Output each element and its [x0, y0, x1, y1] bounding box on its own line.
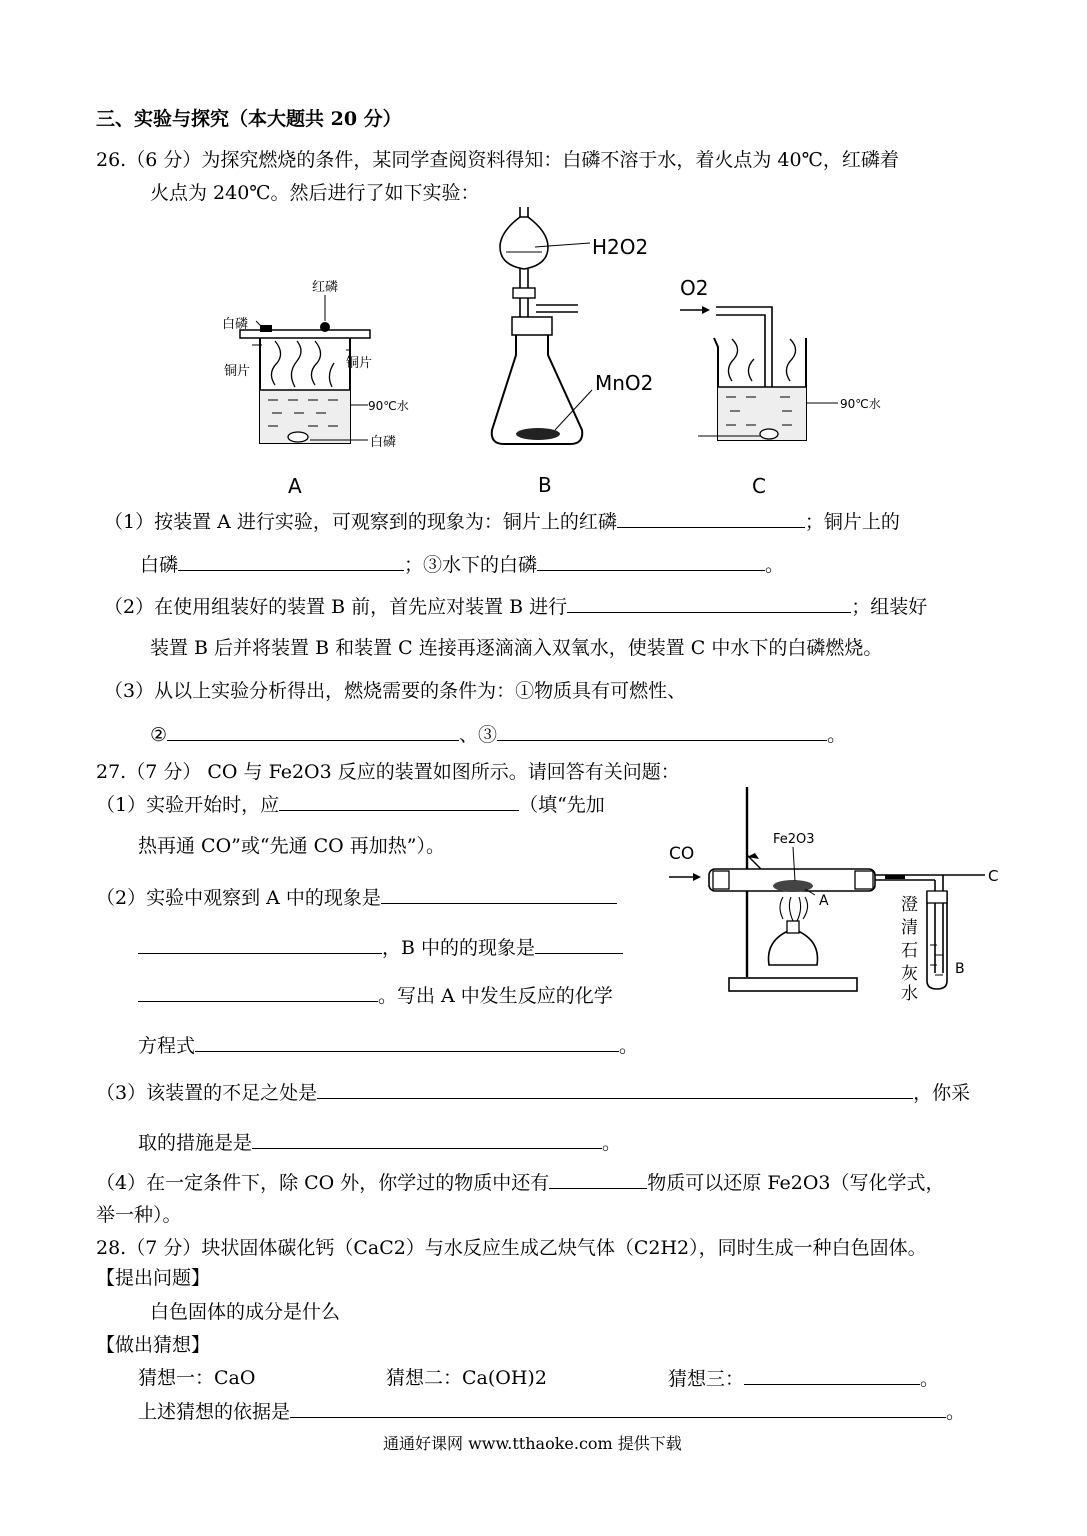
label-b: B — [955, 961, 965, 977]
label-hot-water-c: 90℃水 — [840, 397, 881, 411]
apparatus-a-figure — [220, 275, 409, 500]
label-a: A — [819, 893, 829, 909]
q26-part1-text-e: 。 — [765, 554, 785, 576]
q26-part3-text-d: 。 — [827, 724, 847, 746]
label-o2: O2 — [680, 276, 709, 300]
page-footer: 通通好课网 www.tthaoke.com 提供下载 — [383, 1434, 682, 1453]
q28-guess-three-end: 。 — [920, 1368, 940, 1390]
q26-part2-line2: 装置 B 后并将装置 B 和装置 C 连接再逐滴滴入双氧水，使装置 C 中水下的白磷燃烧。 — [150, 637, 883, 659]
label-hot-water: 90℃水 — [368, 399, 409, 413]
q27-b-phenomenon-blank[interactable] — [535, 935, 623, 954]
q27-part4-text: （4）在一定条件下，除 CO 外，你学过的物质中还有 — [96, 1172, 550, 1194]
q27-part3-text-c: 取的措施是是 — [138, 1132, 253, 1154]
q27-part2-line4 — [138, 1033, 638, 1058]
q27-part3-text-b: ，你采 — [913, 1082, 971, 1104]
q27-part1-line1 — [96, 792, 605, 817]
q27-part1-text: （1）实验开始时，应 — [96, 794, 280, 816]
q27-part3-line2 — [138, 1130, 621, 1155]
red-phosphorus-on-copper — [320, 322, 330, 332]
q27-part4-line2: 举一种）。 — [96, 1204, 182, 1226]
co-reduction-apparatus-figure — [665, 785, 1005, 1004]
q27-part3-text: （3）该装置的不足之处是 — [96, 1082, 318, 1104]
q26-stem-line2: 火点为 240℃。然后进行了如下实验： — [150, 182, 480, 204]
q27-part2-line3 — [138, 983, 613, 1008]
label-fe2o3: Fe2O3 — [773, 832, 815, 847]
label-white-phosphorus-water: 白磷 — [370, 435, 397, 450]
section-title: 三、实验与探究（本大题共 20 分） — [96, 108, 402, 130]
label-h2o2: H2O2 — [592, 235, 649, 259]
q27-order-blank[interactable] — [279, 792, 519, 811]
label-co: CO — [669, 844, 695, 864]
q28-intro: 28.（7 分）块状固体碳化钙（CaC2）与水反应生成乙炔气体（C2H2），同时生成一种白色固体。 — [96, 1237, 927, 1259]
q28-guess-two: 猜想二：Ca(OH)2 — [386, 1367, 547, 1389]
q27-part2-text: （2）实验中观察到 A 中的现象是 — [96, 887, 381, 909]
q26-part3-text-c: 、③ — [459, 724, 498, 746]
q26-condition2-blank[interactable] — [167, 722, 459, 741]
q26-stem-line1: 26.（6 分）为探究燃烧的条件，某同学查阅资料得知：白磷不溶于水，着火点为 40℃，红磷着 — [96, 149, 899, 171]
q27-part2-line2 — [138, 935, 623, 960]
label-limewater: 澄清石灰水 — [901, 895, 918, 1004]
q27-a-phenomenon-blank-2[interactable] — [138, 935, 382, 954]
q26-condition3-blank[interactable] — [497, 722, 827, 741]
label-white-phosphorus: 白磷 — [222, 317, 249, 332]
q27-intro: 27.（7 分） CO 与 Fe2O3 反应的装置如图所示。请回答有关问题： — [96, 761, 680, 783]
q27-equation-blank[interactable] — [195, 1033, 619, 1052]
q26-part1-text-b: ；铜片上的 — [804, 511, 900, 533]
q27-part2-text-b: ，B 中的的现象是 — [382, 937, 536, 959]
q27-measure-blank[interactable] — [252, 1130, 602, 1149]
q27-part2-text-e: 。 — [619, 1035, 639, 1057]
q28-guess-one: 猜想一：CaO — [138, 1367, 256, 1389]
q28-question-text: 白色固体的成分是什么 — [150, 1301, 341, 1323]
q26-part3-line1: （3）从以上实验分析得出，燃烧需要的条件为：①物质具有可燃性、 — [104, 680, 687, 702]
q27-reducer-blank[interactable] — [549, 1170, 647, 1189]
q27-part3-text-d: 。 — [602, 1132, 622, 1154]
label-mno2: MnO2 — [595, 371, 654, 395]
q27-flaw-blank[interactable] — [317, 1080, 913, 1099]
caption-b: B — [538, 473, 552, 497]
q26-part1-text-d: ；③水下的白磷 — [404, 554, 538, 576]
q26-part3-text-b: ② — [150, 724, 168, 746]
q28-basis-line — [138, 1399, 965, 1424]
q27-part4-text-b: 物质可以还原 Fe2O3（写化学式， — [647, 1172, 945, 1194]
q26-part2-text-b: ；组装好 — [851, 596, 928, 618]
q27-part2-line1 — [96, 885, 617, 910]
apparatus-c-figure — [670, 275, 910, 500]
q28-guess-three-line — [668, 1366, 939, 1391]
q26-white-p-blank[interactable] — [178, 552, 404, 571]
q26-part1-text-c: 白磷 — [140, 554, 179, 576]
q26-part2-text: （2）在使用组装好的装置 B 前，首先应对装置 B 进行 — [104, 596, 568, 618]
label-copper-left: 铜片 — [224, 364, 251, 379]
q28-basis-end: 。 — [946, 1401, 966, 1423]
q27-part4-line1 — [96, 1170, 944, 1195]
caption-a: A — [288, 474, 302, 498]
q27-part2-text-c: 。写出 A 中发生反应的化学 — [378, 985, 613, 1007]
q26-check-blank[interactable] — [567, 594, 851, 613]
q28-basis-text: 上述猜想的依据是 — [138, 1401, 291, 1423]
q27-part3-line1 — [96, 1080, 970, 1105]
q27-part1-text-b: （填“先加 — [519, 794, 605, 816]
q26-part1-line1 — [104, 509, 900, 534]
label-red-phosphorus: 红磷 — [312, 280, 339, 295]
q28-guess-three-blank[interactable] — [744, 1366, 920, 1385]
q28-basis-blank[interactable] — [290, 1399, 946, 1418]
q26-part2-line1 — [104, 594, 927, 619]
q26-part3-line2 — [150, 722, 846, 747]
q26-part1-line2 — [140, 552, 784, 577]
q27-a-phenomenon-blank[interactable] — [381, 885, 617, 904]
q28-heading-hypothesis: 【做出猜想】 — [96, 1334, 211, 1356]
q27-part1-line2: 热再通 CO”或“先通 CO 再加热”）。 — [138, 835, 445, 857]
q28-guess-three: 猜想三： — [668, 1368, 745, 1390]
q28-heading-question: 【提出问题】 — [96, 1267, 211, 1289]
q26-red-p-blank[interactable] — [617, 509, 805, 528]
q26-underwater-p-blank[interactable] — [537, 552, 765, 571]
label-c: C — [988, 867, 999, 885]
apparatus-b-figure — [470, 205, 670, 500]
label-copper-right: 铜片 — [346, 356, 373, 371]
q27-b-phenomenon-blank-2[interactable] — [138, 983, 378, 1002]
q27-part2-text-d: 方程式 — [138, 1035, 196, 1057]
white-phosphorus-on-copper — [260, 325, 272, 332]
caption-c: C — [752, 474, 766, 498]
q26-part1-text: （1）按装置 A 进行实验，可观察到的现象为：铜片上的红磷 — [104, 511, 617, 533]
